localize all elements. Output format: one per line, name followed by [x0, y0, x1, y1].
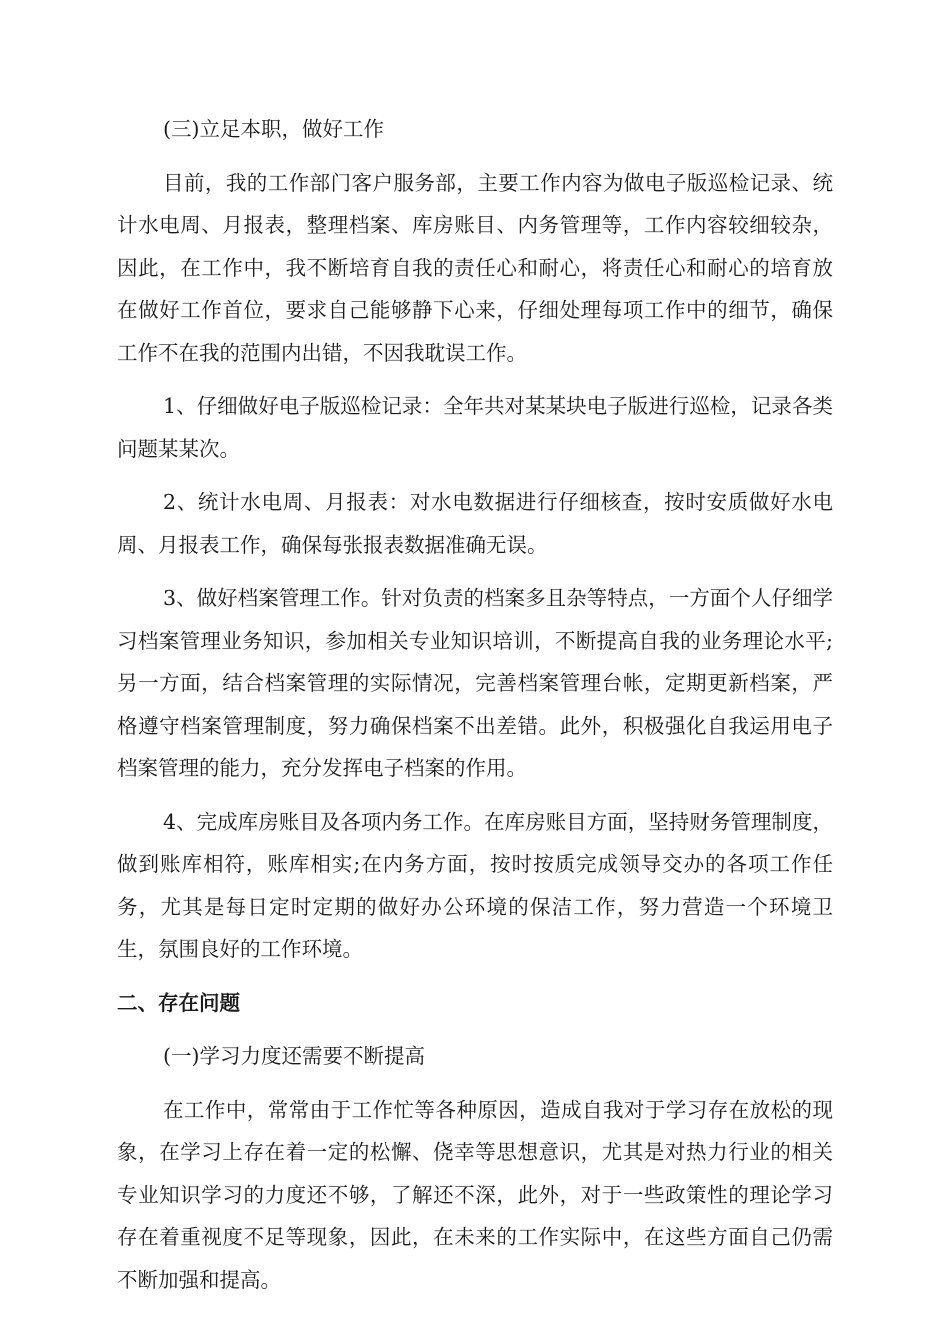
paragraph-intro: 目前，我的工作部门客户服务部，主要工作内容为做电子版巡检记录、统计水电周、月报表，整理档案、库房账目、内务管理等，工作内容较细较杂，因此，在工作中，我不断培育自我的责任心和耐心，将责任心和耐心的培育放在做好工作首位，要求自己能够静下心来，仔细处理每项工作中的细节，确保工作不在我的范围内出错，不因我耽误工作。 [117, 170, 833, 365]
paragraph-item-1: 1、仔细做好电子版巡检记录：全年共对某某块电子版进行巡检，记录各类问题某某次。 [117, 394, 833, 461]
section-subheading-1: (一)学习力度还需要不断提高 [163, 1044, 425, 1068]
paragraph-item-2: 2、统计水电周、月报表：对水电数据进行仔细核查，按时安质做好水电周、月报表工作，确保每张报表数据准确无误。 [117, 490, 833, 557]
section-heading-2: 二、存在问题 [117, 990, 240, 1015]
section-subheading-3: (三)立足本职，做好工作 [163, 117, 384, 141]
paragraph-item-3: 3、做好档案管理工作。针对负责的档案多且杂等特点，一方面个人仔细学习档案管理业务知识，参加相关专业知识培训，不断提高自我的业务理论水平;另一方面，结合档案管理的实际情况，完善档案管理台帐，定期更新档案，严格遵守档案管理制度，努力确保档案不出差错。此外，积极强化自我运用电子档案管理的能力，充分发挥电子档案的作用。 [117, 586, 833, 780]
paragraph-item-4: 4、完成库房账目及各项内务工作。在库房账目方面，坚持财务管理制度，做到账库相符，账库相实;在内务方面，按时按质完成领导交办的各项工作任务，尤其是每日定时定期的做好办公环境的保洁工作，努力营造一个环境卫生，氛围良好的工作环境。 [117, 809, 833, 961]
paragraph-problem: 在工作中，常常由于工作忙等各种原因，造成自我对于学习存在放松的现象，在学习上存在着一定的松懈、侥幸等思想意识，尤其是对热力行业的相关专业知识学习的力度还不够，了解还不深，此外，对于一些政策性的理论学习存在着重视度不足等现象，因此，在未来的工作实际中，在这些方面自己仍需不断加强和提高。 [117, 1097, 833, 1292]
document-page [117, 108, 833, 1312]
